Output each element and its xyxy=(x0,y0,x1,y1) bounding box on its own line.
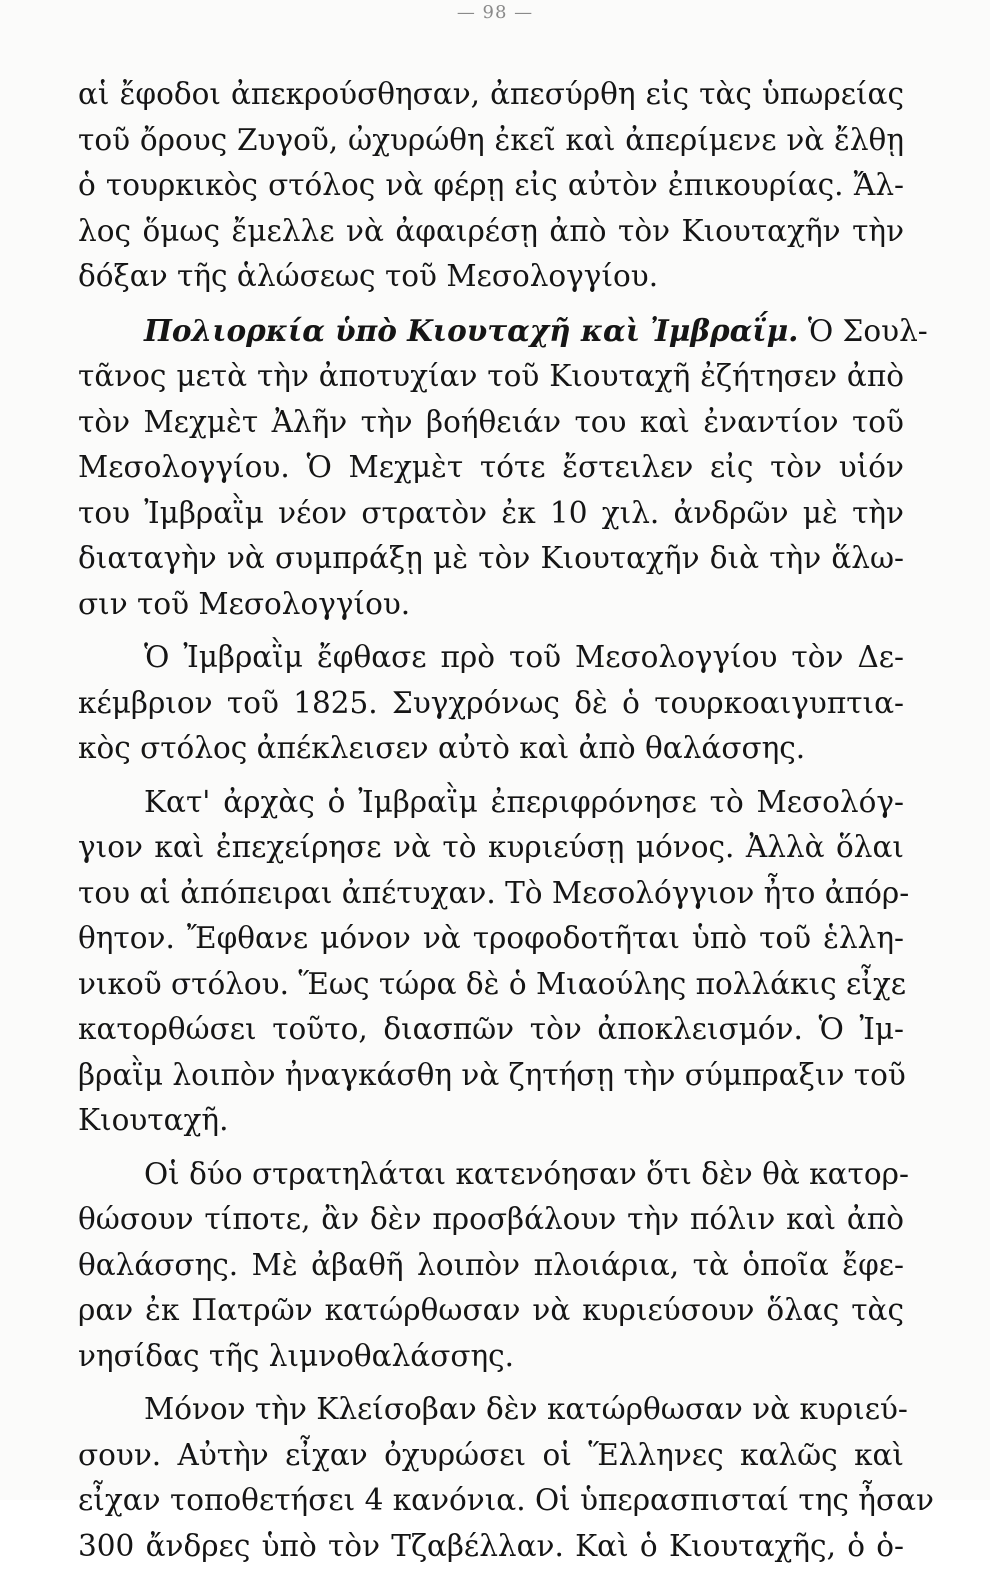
paragraph-3 xyxy=(78,635,904,772)
paragraph-6 xyxy=(78,1387,934,1569)
text-line: Κιουταχῆ. xyxy=(78,1103,229,1137)
text-line xyxy=(78,308,928,355)
text-line: θαλάσσης. Μὲ ἀβαθῆ λοιπὸν πλοιάρια, τὰ ὁποῖα ἔφε- xyxy=(78,1247,904,1282)
text-line: γιον καὶ ἐπεχείρησε νὰ τὸ κυριεύσῃ μόνος. Ἀλλὰ ὅλαι xyxy=(78,830,904,864)
paragraph-4 xyxy=(78,780,910,1144)
text-line: του Ἰμβραῒμ νέον στρατὸν ἐκ 10 χιλ. ἀνδρῶν μὲ τὴν xyxy=(78,495,904,530)
text-line: θώσουν τίποτε, ἂν δὲν προσβάλουν τὴν πόλιν καὶ ἀπὸ xyxy=(78,1202,904,1236)
text-line: νησίδας τῆς λιμνοθαλάσσης. xyxy=(78,1338,515,1373)
text-line: κατορθώσει τοῦτο, διασπῶν τὸν ἀποκλεισμόν. Ὁ Ἰμ- xyxy=(78,1012,904,1046)
text-line: διαταγὴν νὰ συμπράξῃ μὲ τὸν Κιουταχῆν διὰ τὴν ἅλω- xyxy=(78,541,904,575)
text-line: τοῦ ὄρους Ζυγοῦ, ὠχυρώθη ἐκεῖ καὶ ἀπερίμενε νὰ ἔλθῃ xyxy=(78,122,904,157)
text-line: Μόνον τὴν Κλείσοβαν δὲν κατώρθωσαν νὰ κυριεύ- xyxy=(144,1392,908,1426)
text-line: Οἱ δύο στρατηλάται κατενόησαν ὅτι δὲν θὰ κατορ- xyxy=(144,1156,909,1191)
text-line: 300 ἄνδρες ὑπὸ τὸν Τζαβέλλαν. Καὶ ὁ Κιουταχῆς, ὁ ὁ- xyxy=(78,1528,904,1563)
body-text xyxy=(78,72,934,1577)
text-line: αἱ ἔφοδοι ἀπεκρούσθησαν, ἀπεσύρθη εἰς τὰς ὑπωρείας xyxy=(78,77,904,111)
paragraph-2 xyxy=(78,308,928,628)
text-line: βραῒμ λοιπὸν ἠναγκάσθη νὰ ζητήσῃ τὴν σύμπραξιν τοῦ xyxy=(78,1057,906,1092)
text-line: σουν. Αὐτὴν εἶχαν ὀχυρώσει οἱ Ἕλληνες καλῶς καὶ xyxy=(78,1437,904,1472)
text-line: ραν ἐκ Πατρῶν κατώρθωσαν νὰ κυριεύσουν ὅλας τὰς xyxy=(78,1293,904,1327)
text-line: νικοῦ στόλου. Ἕως τώρα δὲ ὁ Μιαούλης πολλάκις εἶχε xyxy=(78,966,907,1001)
text-line: θητον. Ἔφθανε μόνον νὰ τροφοδοτῆται ὑπὸ τοῦ ἑλλη- xyxy=(78,921,904,955)
page-number: — 98 — xyxy=(456,2,534,23)
section-title: Πολιορκία ὑπὸ Κιουταχῆ καὶ Ἰμβραΐμ. xyxy=(144,312,799,348)
text-line: Ὁ Ἰμβραῒμ ἔφθασε πρὸ τοῦ Μεσολογγίου τὸν Δε- xyxy=(144,640,904,674)
text-line: τᾶνος μετὰ τὴν ἀποτυχίαν τοῦ Κιουταχῆ ἐζήτησεν ἀπὸ xyxy=(78,359,904,393)
paragraph-5 xyxy=(78,1152,909,1380)
text-line: ὁ τουρκικὸς στόλος νὰ φέρῃ εἰς αὐτὸν ἐπικουρίας. Ἄλ- xyxy=(78,168,904,202)
text-line: Μεσολογγίου. Ὁ Μεχμὲτ τότε ἔστειλεν εἰς τὸν υἱόν xyxy=(78,450,904,484)
text-line: λος ὅμως ἔμελλε νὰ ἀφαιρέσῃ ἀπὸ τὸν Κιουταχῆν τὴν xyxy=(78,213,904,248)
paragraph-1 xyxy=(78,72,904,300)
text-line: του αἱ ἀπόπειραι ἀπέτυχαν. Τὸ Μεσολόγγιον ἦτο ἀπόρ- xyxy=(78,875,910,910)
text-line: εἶχαν τοποθετήσει 4 κανόνια. Οἱ ὑπερασπισταί της ἦσαν xyxy=(78,1483,934,1517)
text-line: τὸν Μεχμὲτ Ἀλῆν τὴν βοήθειάν του καὶ ἐναντίον τοῦ xyxy=(78,404,904,439)
text-line: Κατ' ἀρχὰς ὁ Ἰμβραῒμ ἐπεριφρόνησε τὸ Μεσολόγ- xyxy=(144,784,904,819)
text-line: δόξαν τῆς ἁλώσεως τοῦ Μεσολογγίου. xyxy=(78,259,659,293)
text-line: κὸς στόλος ἀπέκλεισεν αὐτὸ καὶ ἀπὸ θαλάσσης. xyxy=(78,731,806,765)
text-line: σιν τοῦ Μεσολογγίου. xyxy=(78,586,411,621)
text-fragment: Ὁ Σουλ- xyxy=(798,313,928,348)
text-line: κέμβριον τοῦ 1825. Συγχρόνως δὲ ὁ τουρκοαιγυπτια- xyxy=(78,685,904,720)
